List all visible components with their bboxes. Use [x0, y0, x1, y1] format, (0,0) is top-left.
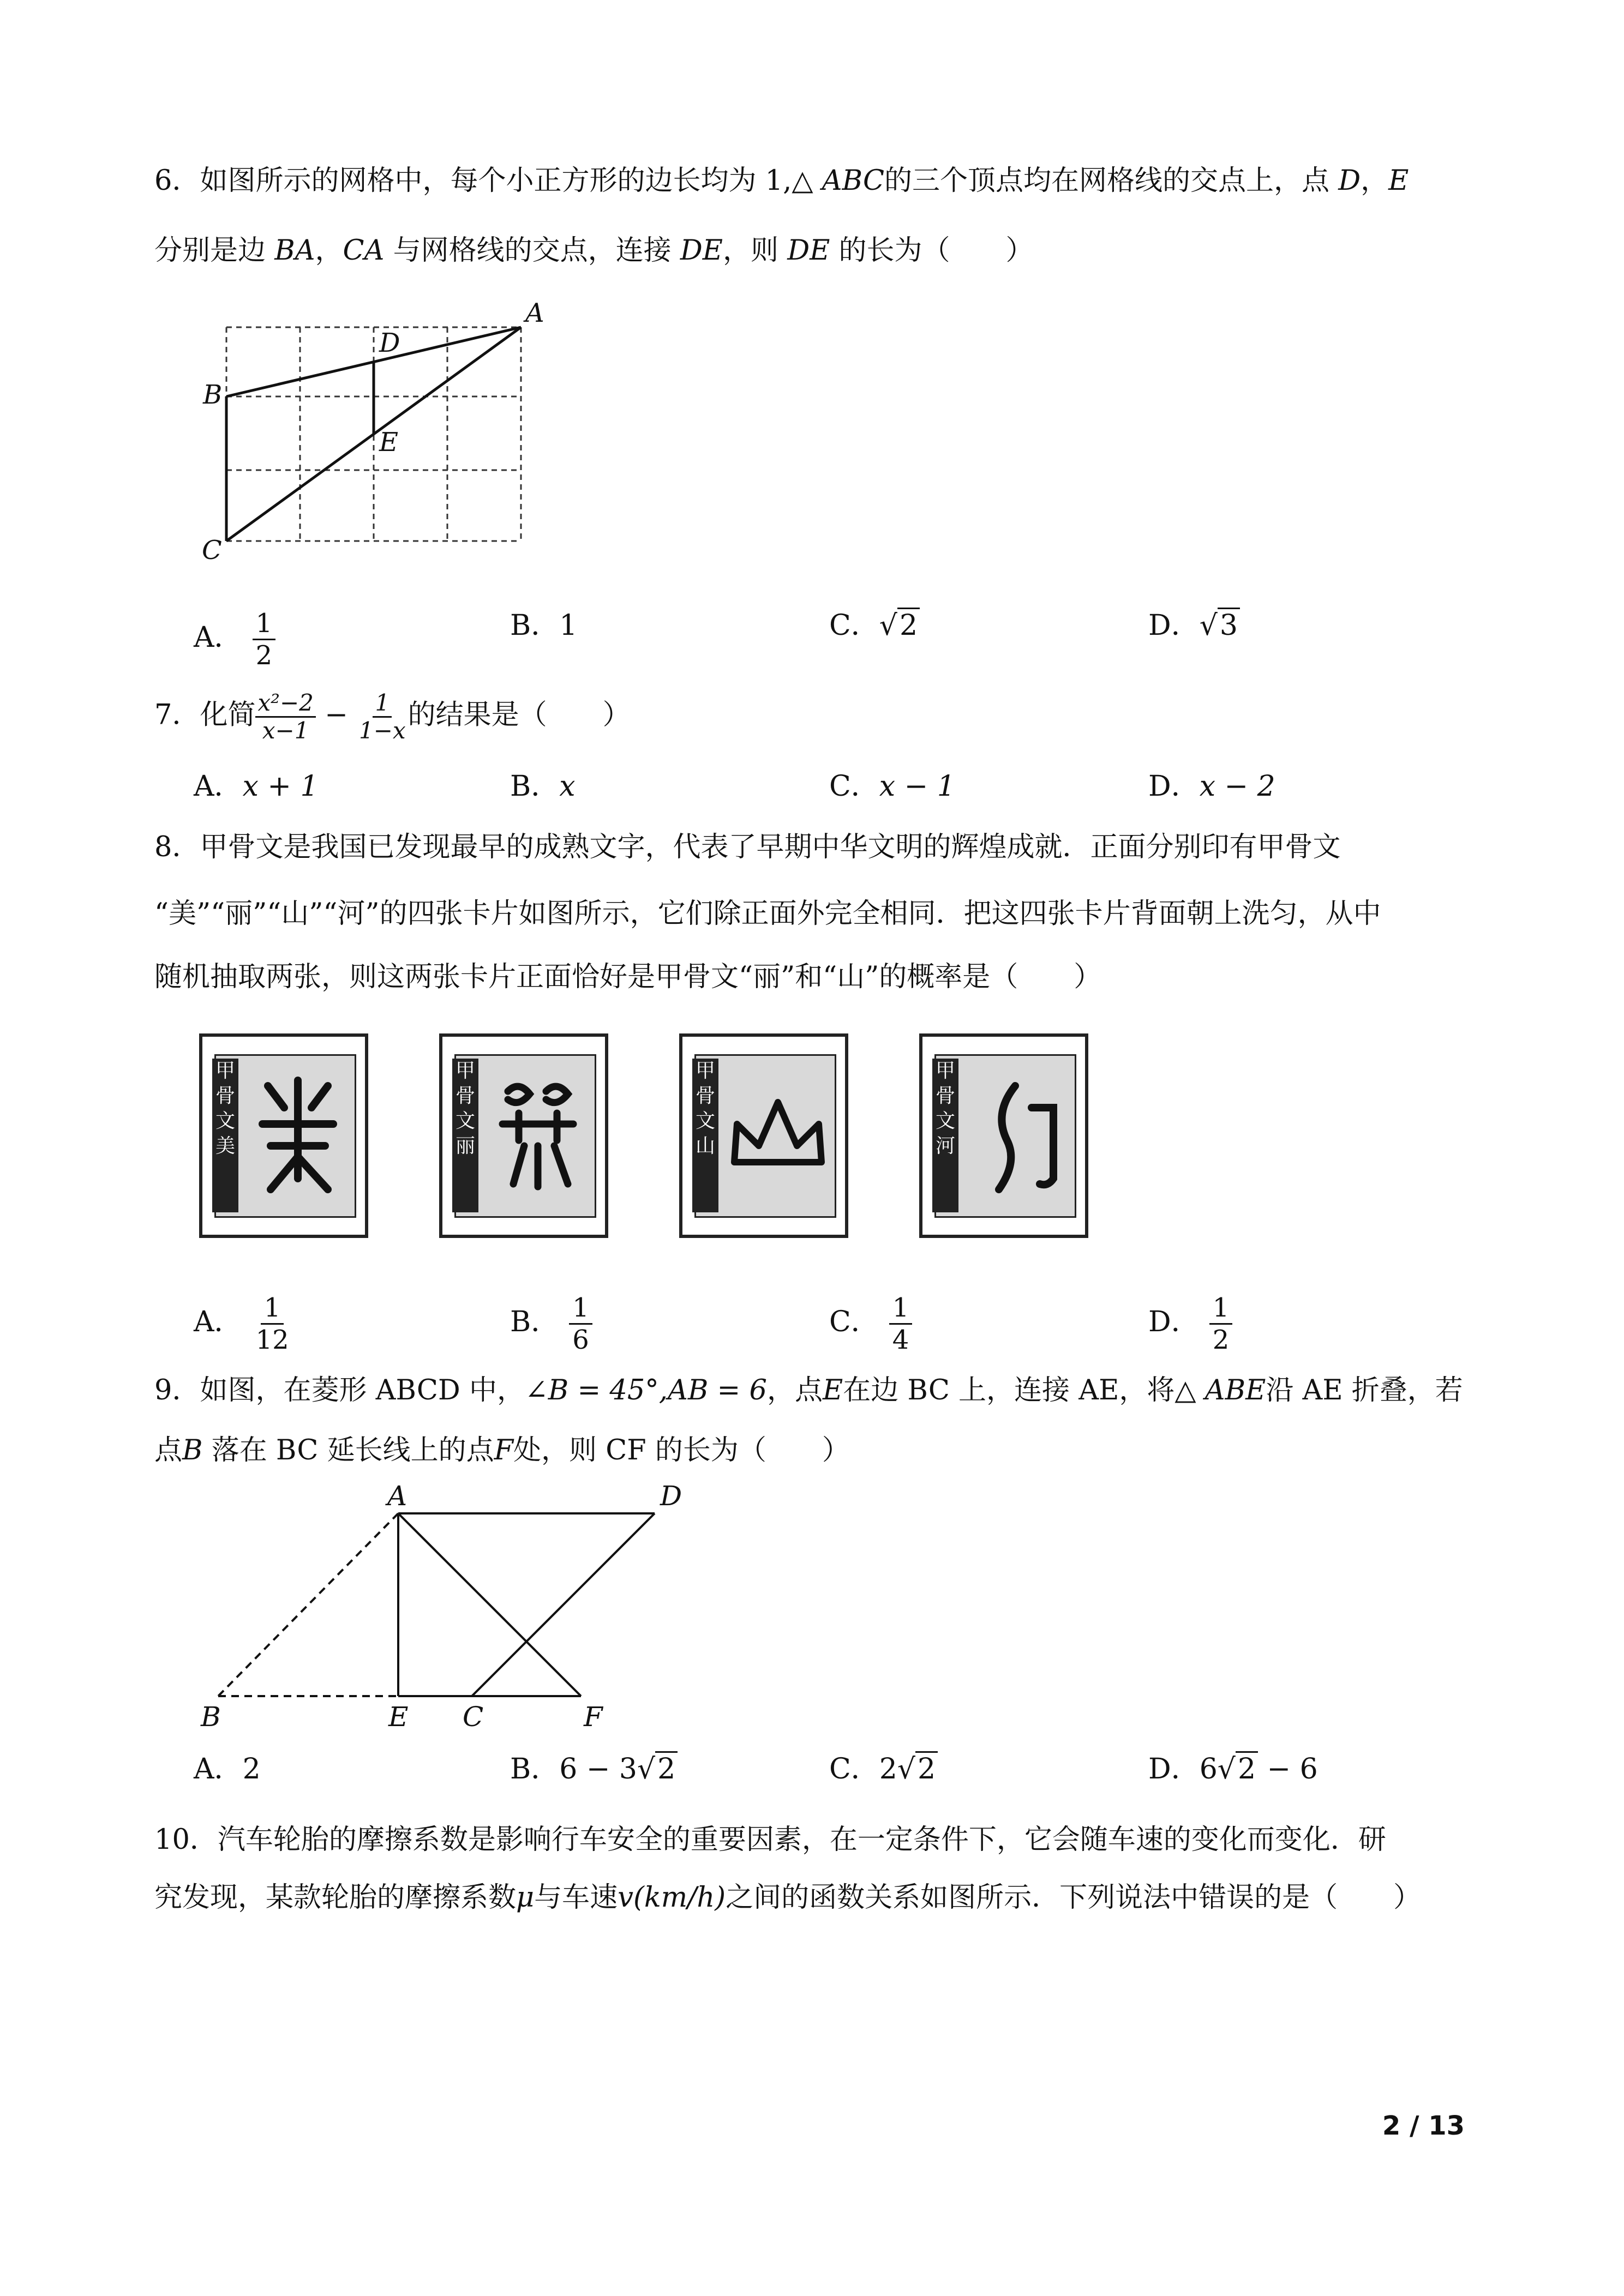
card-tag: 甲 骨 文 河	[932, 1059, 958, 1212]
q9-label-A: A	[387, 1480, 408, 1512]
q9-label-C: C	[463, 1701, 484, 1733]
q9-side-CD	[472, 1513, 655, 1696]
q8-line2: “美”“丽”“山”“河”的四张卡片如图所示，它们除正面外完全相同．把这四张卡片背面朝上洗匀，从中	[154, 898, 1381, 930]
q6-label-D: D	[379, 328, 400, 358]
q8-option-d[interactable]: D． $\frac{1}{2}$	[1148, 1293, 1232, 1355]
q9-option-c[interactable]: C．2√2	[829, 1752, 938, 1787]
q9-rhombus-figure	[196, 1478, 742, 1734]
q9-label-E: E	[388, 1701, 409, 1733]
q9-label-F: F	[584, 1701, 603, 1733]
oracle-li-glyph	[486, 1069, 590, 1200]
q10-line1: 10．汽车轮胎的摩擦系数是影响行车安全的重要因素，在一定条件下，它会随车速的变化而变化．研	[154, 1824, 1386, 1856]
q8-option-c[interactable]: C． $\frac{1}{4}$	[829, 1293, 912, 1355]
oracle-he-glyph	[966, 1069, 1070, 1200]
q9-dashed-AB	[218, 1513, 398, 1696]
q9-label-B: B	[201, 1701, 221, 1733]
q8-line1: 8．甲骨文是我国已发现最早的成熟文字，代表了早期中华文明的辉煌成就．正面分别印有甲骨文	[154, 831, 1341, 863]
q7-option-c[interactable]: C．x − 1	[829, 770, 955, 803]
q8-line3: 随机抽取两张，则这两张卡片正面恰好是甲骨文“丽”和“山”的概率是（ ）	[154, 961, 1102, 993]
q9-option-a[interactable]: A．2	[194, 1753, 261, 1786]
q8-card-li	[439, 1033, 608, 1238]
q8-option-b[interactable]: B． $\frac{1}{6}$	[510, 1293, 592, 1355]
q7-line: 7．化简 $\frac{\text{x²−2}}{x-1}$ − $\frac{1}{1-x}$ 的结果是（ ）	[154, 689, 631, 744]
q9-side-AF	[398, 1513, 581, 1696]
oracle-mei-glyph	[246, 1069, 350, 1200]
q6-option-d[interactable]: D．√3	[1148, 608, 1240, 643]
page-number: 2 / 13	[1382, 2111, 1465, 2141]
q9-line2: 点B 落在 BC 延长线上的点F处，则 CF 的长为（ ）	[154, 1434, 850, 1466]
q6-grid-figure	[196, 297, 546, 570]
q9-line1: 9．如图，在菱形 ABCD 中，∠B = 45°,AB = 6，点E在边 BC 上，连接 AE，将△ ABE沿 AE 折叠，若	[154, 1374, 1463, 1407]
q9-label-D: D	[660, 1480, 682, 1512]
q6-label-C: C	[202, 535, 222, 566]
q10-line2: 究发现，某款轮胎的摩擦系数μ与车速v(km/h)之间的函数关系如图所示．下列说法中错误的是（ ）	[154, 1882, 1422, 1914]
q6-option-b[interactable]: B．1	[510, 609, 578, 642]
q6-label-E: E	[379, 427, 399, 458]
card-tag: 甲 骨 文 美	[212, 1059, 238, 1212]
q8-card-he	[919, 1033, 1088, 1238]
q7-option-d[interactable]: D．x − 2	[1148, 770, 1275, 803]
card-tag: 甲 骨 文 山	[692, 1059, 718, 1212]
q6-label-B: B	[203, 380, 223, 410]
q6-option-a[interactable]: A． $\frac{1}{2}$	[194, 608, 275, 671]
oracle-shan-glyph	[726, 1069, 830, 1200]
q6-label-A: A	[525, 298, 544, 328]
q9-option-d[interactable]: D．6√2 − 6	[1148, 1752, 1318, 1787]
q7-option-a[interactable]: A．x + 1	[194, 770, 319, 803]
q7-option-b[interactable]: B．x	[510, 770, 576, 803]
card-tag: 甲 骨 文 丽	[452, 1059, 478, 1212]
q8-card-mei	[199, 1033, 368, 1238]
q6-option-c[interactable]: C．√2	[829, 608, 920, 643]
q9-option-b[interactable]: B．6 − 3√2	[510, 1752, 678, 1787]
q6-line1: 6．如图所示的网格中，每个小正方形的边长均为 1,△ ABC的三个顶点均在网格线的交点上，点 D，E	[154, 165, 1409, 197]
q8-option-a[interactable]: A． $\frac{1}{12}$	[194, 1293, 289, 1355]
q8-card-shan	[679, 1033, 848, 1238]
q6-line2: 分别是边 BA，CA 与网格线的交点，连接 DE，则 DE 的长为（ ）	[154, 235, 1034, 267]
